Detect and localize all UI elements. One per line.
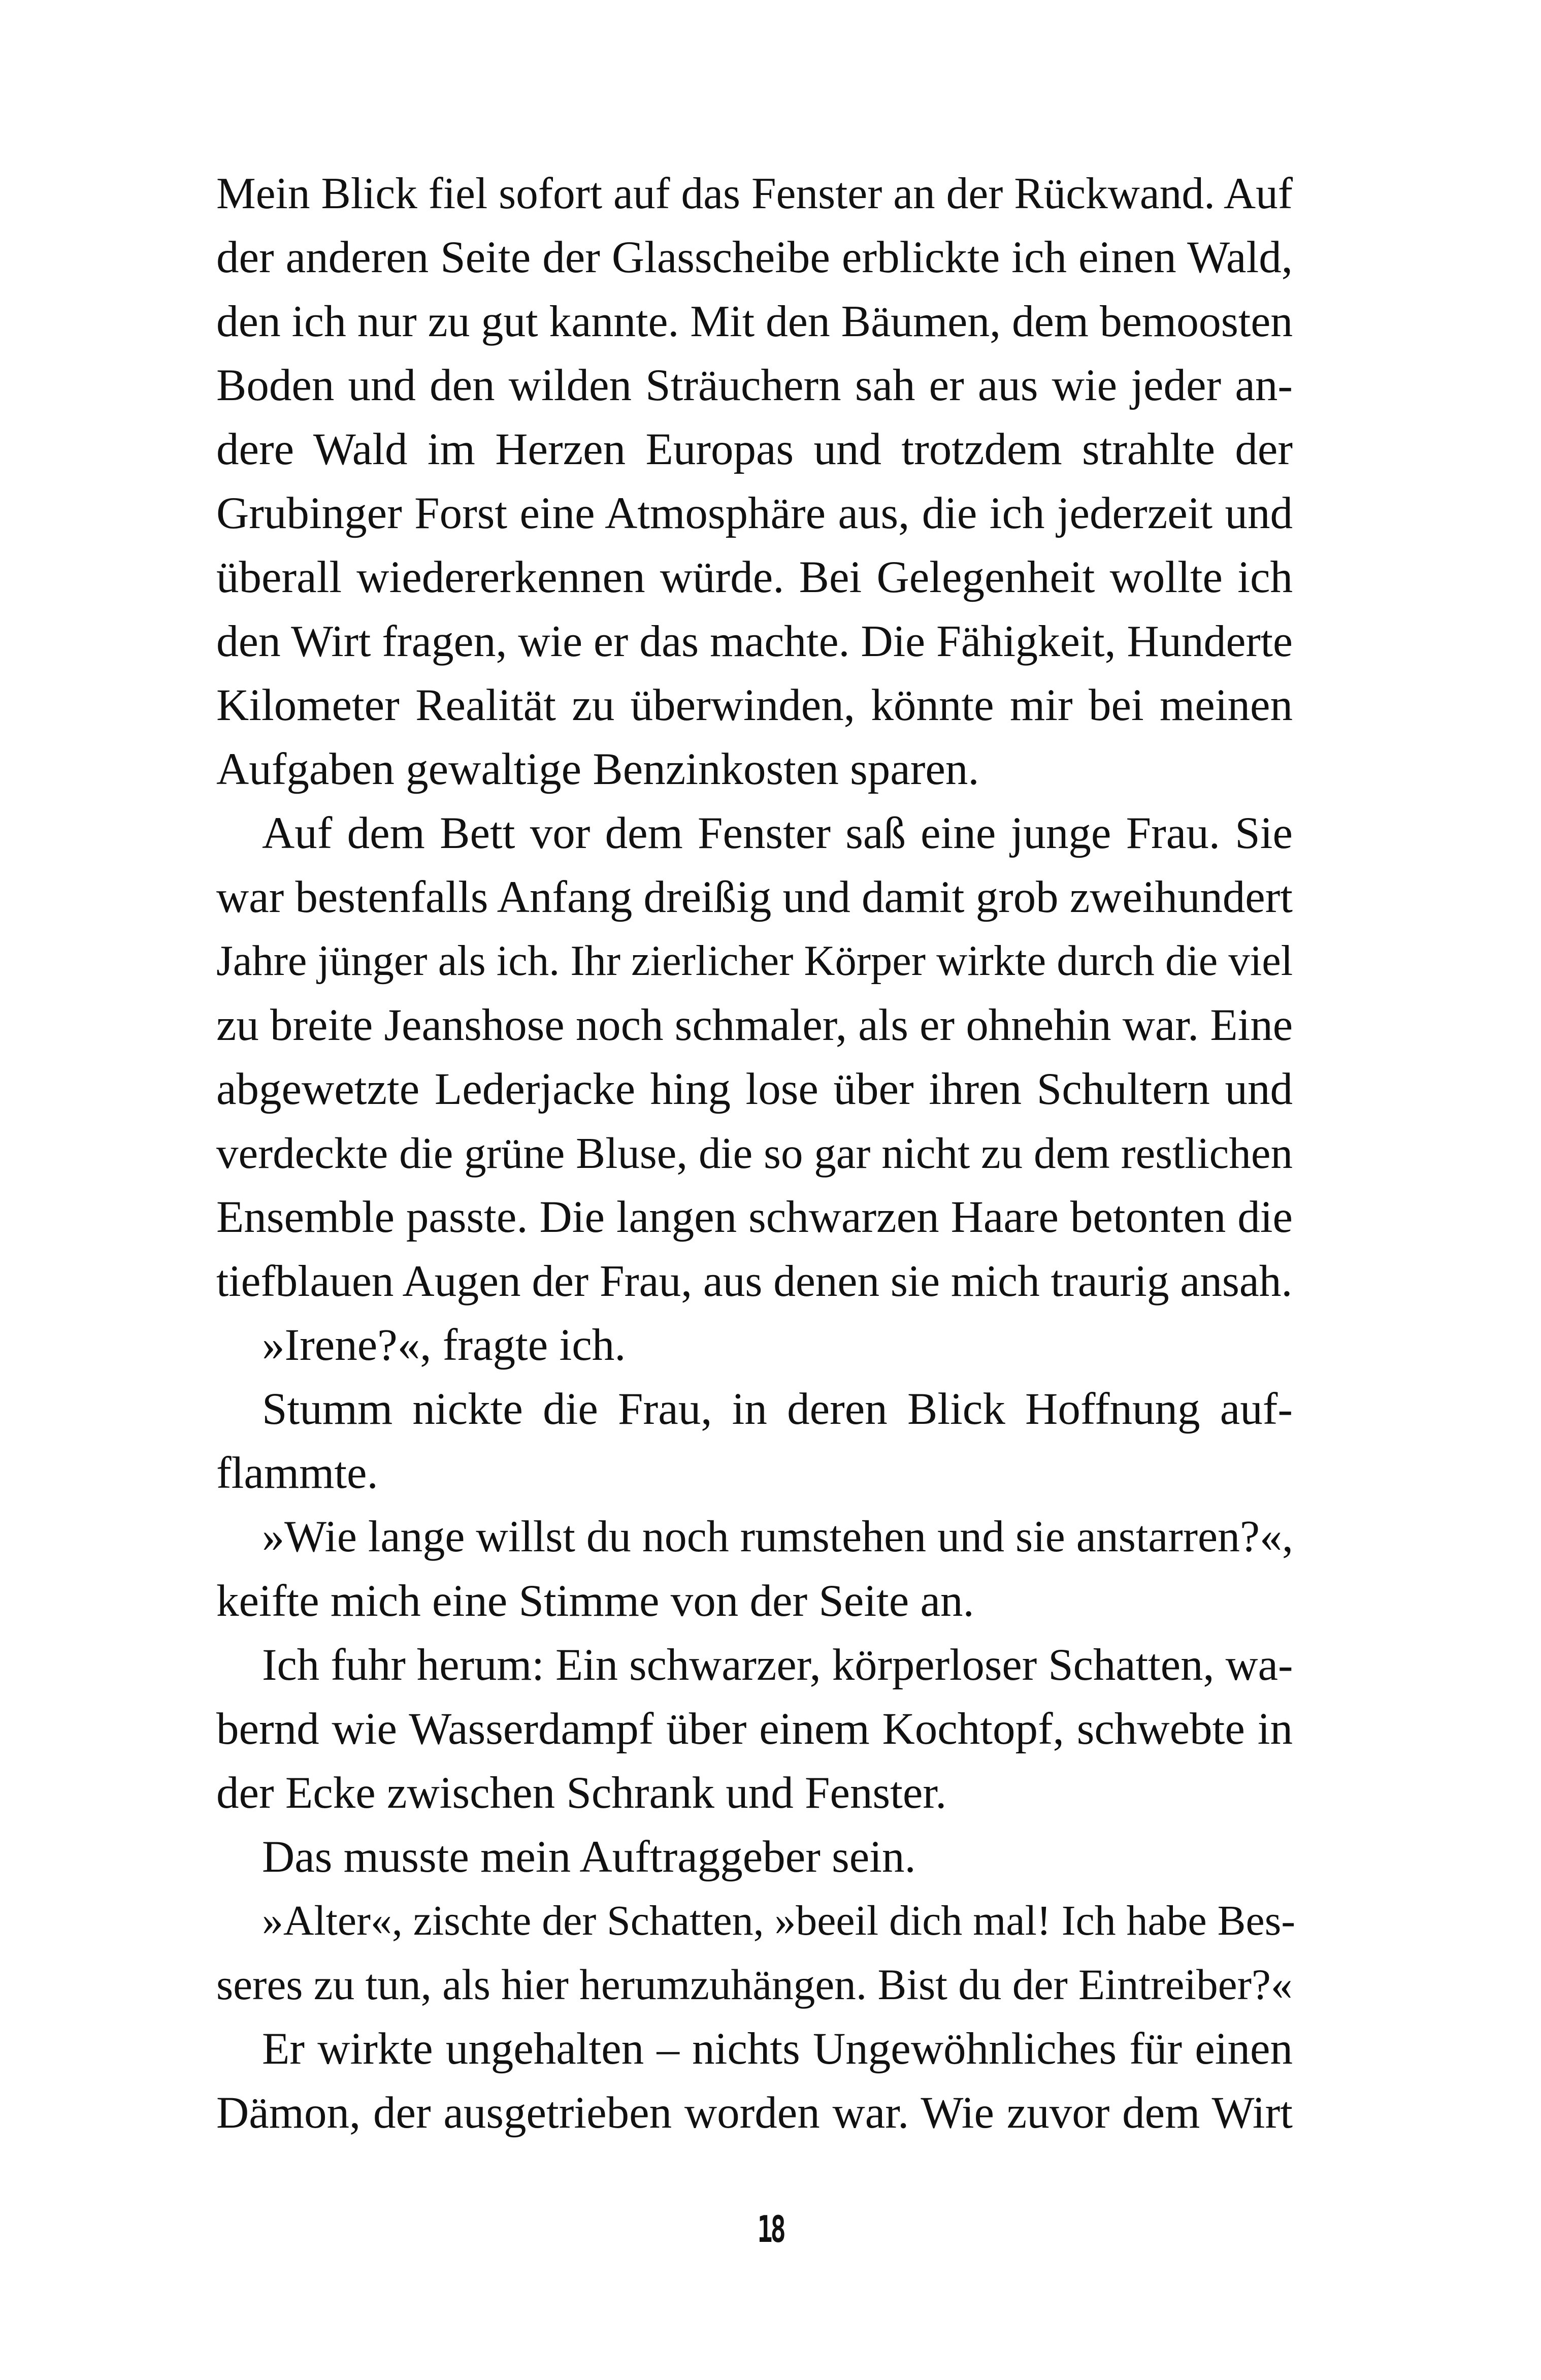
text-line: abgewetzte Lederjacke hing lose über ihren Schultern und xyxy=(216,1064,1293,1114)
text-line: zu breite Jeanshose noch schmaler, als er ohnehin war. Eine xyxy=(216,1000,1293,1050)
text-line: der anderen Seite der Glasscheibe erblickte ich einen Wald, xyxy=(216,233,1293,282)
text-line: keifte mich eine Stimme von der Seite an. xyxy=(216,1576,974,1626)
text-line: Das musste mein Auftraggeber sein. xyxy=(262,1832,916,1882)
text-line: der Ecke zwischen Schrank und Fenster. xyxy=(216,1768,947,1818)
text-line: Mein Blick fiel sofort auf das Fenster an der Rückwand. Auf xyxy=(216,169,1293,218)
text-line: dere Wald im Herzen Europas und trotzdem strahlte der xyxy=(216,425,1293,474)
text-line: »Alter«, zischte der Schatten, »beeil dich mal! Ich habe Bes- xyxy=(262,1897,1296,1944)
text-line: Jahre jünger als ich. Ihr zierlicher Körper wirkte durch die viel xyxy=(216,937,1293,985)
text-line: Stumm nickte die Frau, in deren Blick Hoffnung auf- xyxy=(262,1384,1293,1434)
text-line: seres zu tun, als hier herumzuhängen. Bist du der Eintreiber?« xyxy=(216,1961,1293,2009)
text-line: Aufgaben gewaltige Benzinkosten sparen. xyxy=(216,744,979,794)
text-line: »Wie lange willst du noch rumstehen und sie anstarren?«, xyxy=(262,1512,1294,1561)
text-line: Grubinger Forst eine Atmosphäre aus, die ich jederzeit und xyxy=(216,488,1293,538)
text-line: den Wirt fragen, wie er das machte. Die Fähigkeit, Hunderte xyxy=(216,616,1293,666)
text-line: tiefblauen Augen der Frau, aus denen sie mich traurig ansah. xyxy=(216,1256,1293,1306)
text-line: überall wiedererkennen würde. Bei Gelegenheit wollte ich xyxy=(216,552,1293,602)
text-line: bernd wie Wasserdampf über einem Kochtopf, schwebte in xyxy=(216,1704,1293,1754)
text-line: Ensemble passte. Die langen schwarzen Haare betonten die xyxy=(216,1192,1293,1242)
body-text xyxy=(216,161,1296,2145)
text-line: Boden und den wilden Sträuchern sah er aus wie jeder an- xyxy=(216,361,1293,410)
text-line: den ich nur zu gut kannte. Mit den Bäumen, dem bemoosten xyxy=(216,297,1293,346)
text-line: Dämon, der ausgetrieben worden war. Wie zuvor dem Wirt xyxy=(216,2088,1293,2138)
text-line: Ich fuhr herum: Ein schwarzer, körperloser Schatten, wa- xyxy=(262,1640,1293,1690)
text-line: Kilometer Realität zu überwinden, könnte mir bei meinen xyxy=(216,680,1293,730)
text-line: verdeckte die grüne Bluse, die so gar nicht zu dem restlichen xyxy=(216,1128,1293,1178)
text-line: Auf dem Bett vor dem Fenster saß eine junge Frau. Sie xyxy=(262,808,1293,858)
page-number: 18 xyxy=(757,2208,784,2251)
text-line: flammte. xyxy=(216,1448,378,1498)
text-line: »Irene?«, fragte ich. xyxy=(262,1320,626,1370)
text-line: war bestenfalls Anfang dreißig und damit grob zweihundert xyxy=(216,872,1293,922)
text-line: Er wirkte ungehalten – nichts Ungewöhnliches für einen xyxy=(262,2024,1293,2074)
